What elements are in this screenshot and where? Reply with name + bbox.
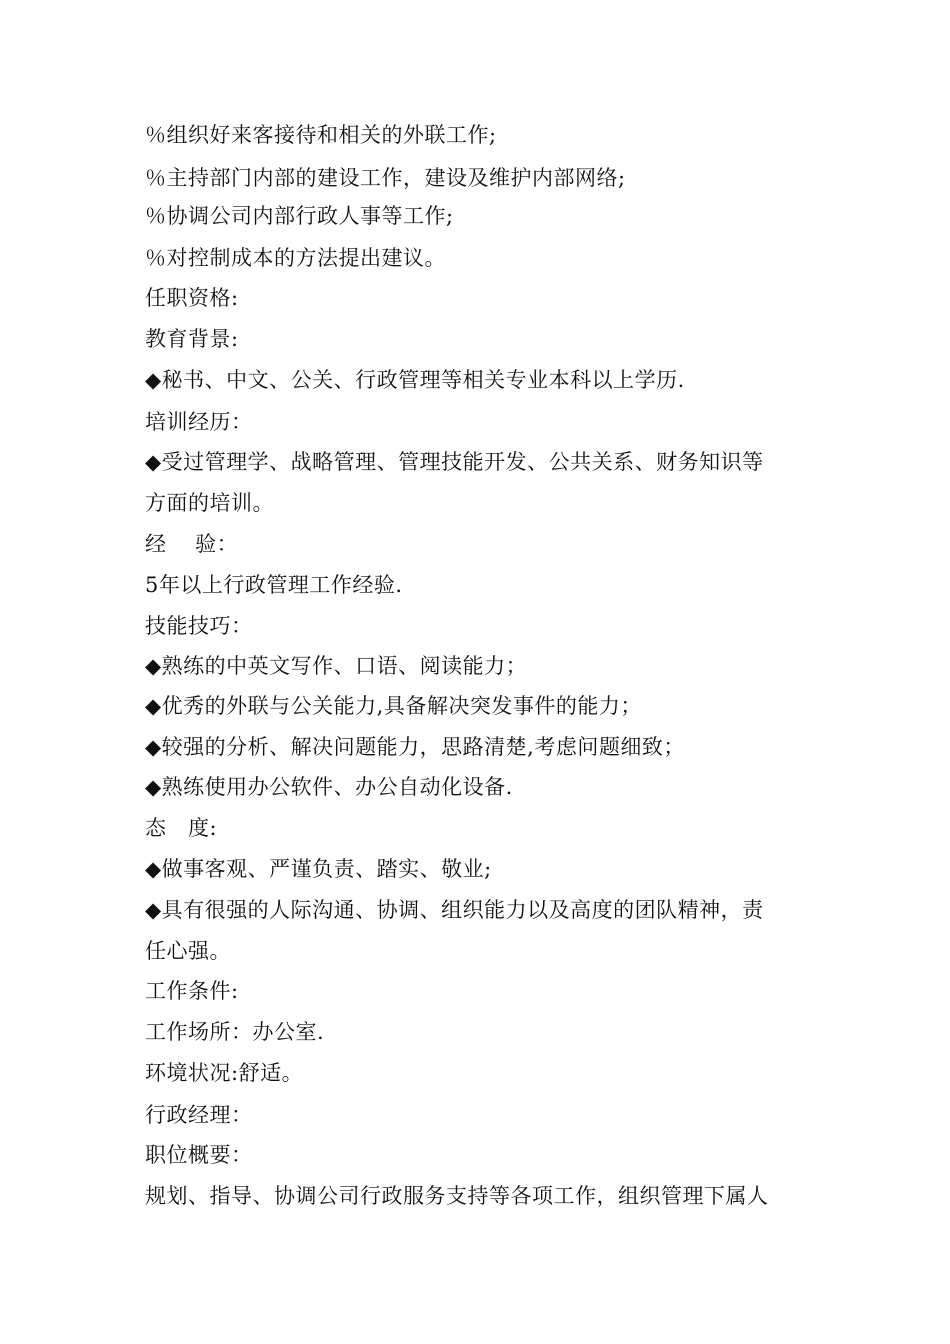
duty-line-cost-control: ％对控制成本的方法提出建议。: [145, 246, 446, 270]
position-summary-text: 规划、指导、协调公司行政服务支持等各项工作，组织管理下属人: [145, 1184, 769, 1208]
subheading-skills: 技能技巧：: [145, 614, 253, 638]
subheading-position-summary: 职位概要：: [145, 1143, 253, 1167]
experience-text: 5年以上行政管理工作经验.: [145, 573, 403, 597]
section-heading-work-conditions: 工作条件:: [145, 979, 239, 1003]
section-heading-admin-manager: 行政经理：: [145, 1103, 253, 1127]
subheading-attitude: 态 度:: [145, 816, 218, 840]
bullet-education: ◆秘书、中文、公关、行政管理等相关专业本科以上学历.: [145, 368, 685, 392]
duty-line-reception: ％组织好来客接待和相关的外联工作;: [145, 123, 497, 147]
bullet-training: ◆受过管理学、战略管理、管理技能开发、公共关系、财务知识等: [145, 450, 764, 474]
bullet-skill-office: ◆熟练使用办公软件、办公自动化设备.: [145, 775, 513, 799]
environment-status: 环境状况:舒适。: [145, 1061, 304, 1085]
work-location: 工作场所：办公室.: [145, 1020, 325, 1044]
section-heading-qualifications: 任职资格:: [145, 286, 239, 310]
subheading-experience: 经 验：: [145, 532, 239, 556]
duty-line-department-building: ％主持部门内部的建设工作，建设及维护内部网络;: [145, 166, 626, 190]
bullet-skill-analysis: ◆较强的分析、解决问题能力，思路清楚,考虑问题细致；: [145, 735, 685, 759]
bullet-attitude-objective: ◆做事客观、严谨负责、踏实、敬业;: [145, 857, 492, 881]
bullet-training-continued: 方面的培训。: [145, 491, 274, 515]
bullet-skill-writing: ◆熟练的中英文写作、口语、阅读能力；: [145, 654, 528, 678]
bullet-attitude-teamwork: ◆具有很强的人际沟通、协调、组织能力以及高度的团队精神，责: [145, 898, 764, 922]
bullet-skill-pr: ◆优秀的外联与公关能力,具备解决突发事件的能力；: [145, 694, 642, 718]
duty-line-coordination: ％协调公司内部行政人事等工作;: [145, 204, 454, 228]
subheading-education: 教育背景:: [145, 327, 239, 351]
bullet-attitude-teamwork-continued: 任心强。: [145, 939, 231, 963]
subheading-training: 培训经历：: [145, 410, 253, 434]
